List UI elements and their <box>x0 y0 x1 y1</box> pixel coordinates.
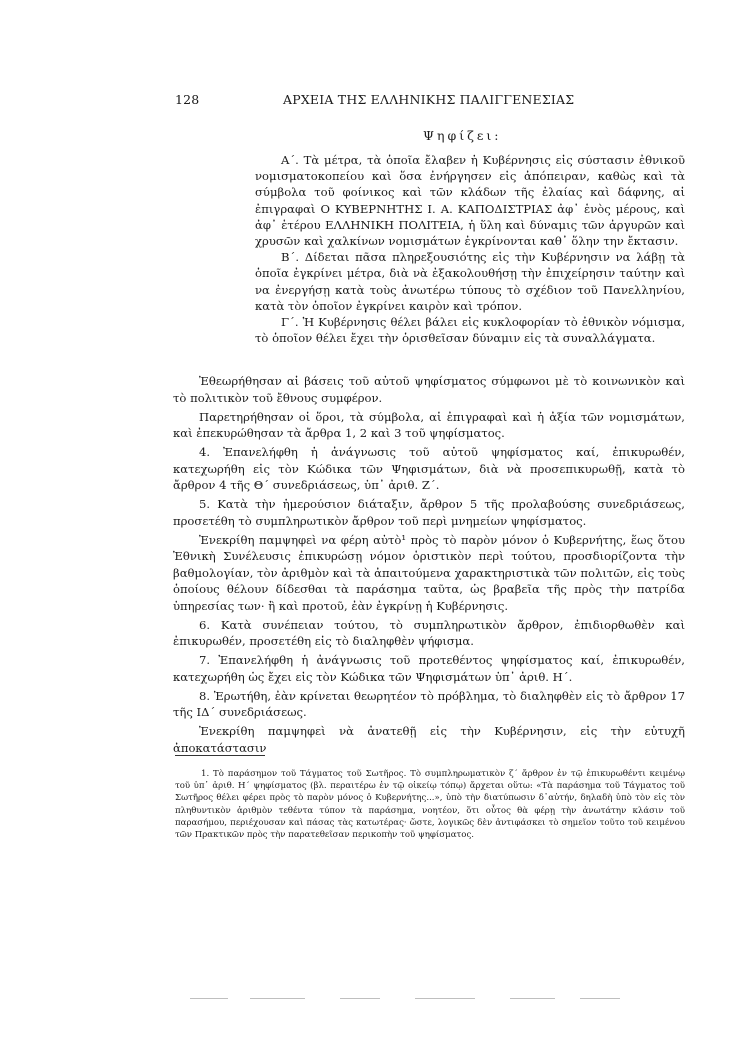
body-paragraph: Ἐθεωρήθησαν αἱ βάσεις τοῦ αὐτοῦ ψηφίσματος σύμφωνοι μὲ τὸ κοινωνικὸν καὶ τὸ πολιτικὸν τοῦ ἔθνους συμφέρον. <box>173 374 685 405</box>
page-number: 128 <box>175 92 200 107</box>
footnote <box>175 768 685 841</box>
decree-articles <box>255 152 685 346</box>
body-paragraph: Ἐνεκρίθη παμψηφεὶ να φέρη αὐτὸ¹ πρὸς τὸ παρὸν μόνον ὁ Κυβερνήτης, ἕως ὅτου Ἐθνικὴ Συνέλευσις ἐπικυρώσῃ νόμον ὁριστικὸν περὶ τούτου, προσδιορίζοντα τὴν βαθμολογίαν, τὸν ἀριθμὸν καὶ τὰ ἀπαιτούμενα χαρακτηριστικὰ τῶν πολιτῶν, εἰς τοὺς ὁποίους θέλουν δίδεσθαι τὰ παράσημα ταῦτα, ὡς βραβεῖα τῆς πρὸς τὴν πατρίδα ὑπηρεσίας των· ἢ καὶ προτοῦ, ἐὰν ἐγκρίνῃ ἡ Κυβέρνησις. <box>173 532 685 613</box>
scan-mark <box>190 998 228 999</box>
scan-mark <box>250 998 305 999</box>
body-paragraph: 4. Ἐπανελήφθη ἡ ἀνάγνωσις τοῦ αὐτοῦ ψηφίσματος καί, ἐπικυρωθέν, κατεχωρήθη εἰς τὸν Κώδικα τῶν Ψηφισμάτων, διὰ νὰ προσεπικυρωθῇ, κατὰ τὸ ἄρθρον 4 τῆς Θ΄ συνεδριάσεως, ὑπ᾽ ἀριθ. Ζ΄. <box>173 445 685 492</box>
scan-mark <box>580 998 620 999</box>
scan-mark <box>510 998 555 999</box>
decree-article-c: Γ΄. Ἡ Κυβέρνησις θέλει βάλει εἰς κυκλοφορίαν τὸ ἐθνικὸν νόμισμα, τὸ ὁποῖον θέλει ἔχει τὴν ὁρισθεῖσαν δύναμιν εἰς τὰ συναλλάγματα. <box>255 315 685 346</box>
body-paragraph: Ἐνεκρίθη παμψηφεὶ νὰ ἀνατεθῇ εἰς τὴν Κυβέρνησιν, εἰς τὴν εὐτυχῆ ἀποκατάστασιν <box>173 724 685 755</box>
scan-mark <box>415 998 475 999</box>
body-paragraph: 7. Ἐπανελήφθη ἡ ἀνάγνωσις τοῦ προτεθέντος ψηφίσματος καί, ἐπικυρωθέν, κατεχωρήθη ὡς ἔχει εἰς τὸν Κώδικα τῶν Ψηφισμάτων ὑπ᾽ ἀριθ. Η΄. <box>173 653 685 684</box>
decree-article-b: Β΄. Δίδεται πᾶσα πληρεξουσιότης εἰς τὴν Κυβέρνησιν να λάβῃ τὰ ὁποῖα ἐγκρίνει μέτρα, διὰ νὰ ἐξακολουθήσῃ τὴν ἐπιχείρησιν ταύτην καὶ να ἐνεργήσῃ κατὰ τοὺς ἀνωτέρω τύπους τὸ σχέδιον τοῦ Πανελληνίου, κατὰ τὸν ὁποῖον ἐγκρίνει καιρὸν καὶ τρόπον. <box>255 250 685 313</box>
scan-mark <box>340 998 380 999</box>
decree-article-a: Α΄. Τὰ μέτρα, τὰ ὁποῖα ἔλαβεν ἡ Κυβέρνησις εἰς σύστασιν ἐθνικοῦ νομισματοκοπείου καὶ ὅσα ἐνήργησεν εἰς ἀπόπειραν, καθὼς καὶ τὰ σύμβολα τοῦ φοίνικος καὶ τῶν κλάδων τῆς ἐλαίας καὶ δάφνης, αἱ ἐπιγραφαὶ Ο ΚΥΒΕΡΝΗΤΗΣ Ι. Α. ΚΑΠΟΔΙΣΤΡΙΑΣ ἀφ᾽ ἑνὸς μέρους, καὶ ἀφ᾽ ἑτέρου ΕΛΛΗΝΙΚΗ ΠΟΛΙΤΕΙΑ, ἡ ὕλη καὶ δύναμις τῶν ἀργυρῶν καὶ χρυσῶν καὶ χαλκίνων νομισμάτων ἐγκρίνονται καθ᾽ ὅλην την ἔκτασιν. <box>255 153 685 249</box>
decree-heading: Ψηφίζει: <box>423 128 502 143</box>
footnote-text: 1. Τὸ παράσημον τοῦ Τάγματος τοῦ Σωτῆρος. Τὸ συμπληρωματικὸν ζ΄ ἄρθρον ἐν τῷ ἐπικυρωθέντι κειμένῳ τοῦ ὑπ᾽ ἀριθ. Η΄ ψηφίσματος (βλ. περαιτέρω ἐν τῷ οἰκείῳ τόπῳ) ἄρχεται οὕτω: «Τὰ παράσημα τοῦ Τάγματος τοῦ Σωτῆρος θέλει φέρει πρὸς τὸ παρὸν μόνος ὁ Κυβερνήτης...», ὑπὸ τὴν διατύπωσιν δ᾽αὐτήν, δηλαδὴ ὑπὸ τὸν εἰς τὸν πληθυντικὸν ἀριθμὸν τεθέντα τύπον τὰ παράσημα, νοητέον, ὅτι οὗτος θὰ φέρῃ τὴν ἀνωτάτην κλάσιν τοῦ παρασήμου, περιέχουσαν καὶ πάσας τὰς κατωτέρας· ὥστε, λογικῶς δὲν ἀντιφάσκει τὸ σημεῖον τοῦτο τοῦ κειμένου τῶν Πρακτικῶν πρὸς τὴν παρατεθεῖσαν περικοπὴν τοῦ ψηφίσματος. <box>175 769 685 841</box>
body-paragraph: 5. Κατὰ τὴν ἡμερούσιον διάταξιν, ἄρθρον 5 τῆς προλαβούσης συνεδριάσεως, προσετέθη τὸ συμπληρωτικὸν ἄρθρον τοῦ περὶ μνημείων ψηφίσματος. <box>173 497 685 528</box>
scan-edge-marks <box>190 998 620 1002</box>
footnote-divider <box>175 755 265 756</box>
minutes-body <box>173 373 685 759</box>
body-paragraph: 8. Ἐρωτήθη, ἐὰν κρίνεται θεωρητέον τὸ πρόβλημα, τὸ διαληφθὲν εἰς τὸ ἄρθρον 17 τῆς ΙΔ΄ συνεδριάσεως. <box>173 688 685 719</box>
body-paragraph: 6. Κατὰ συνέπειαν τούτου, τὸ συμπληρωτικὸν ἄρθρον, ἐπιδιορθωθὲν καὶ ἐπικυρωθέν, προσετέθη εἰς τὸ διαληφθὲν ψήφισμα. <box>173 617 685 648</box>
body-paragraph: Παρετηρήθησαν οἱ ὅροι, τὰ σύμβολα, αἱ ἐπιγραφαὶ καὶ ἡ ἀξία τῶν νομισμάτων, καὶ ἐπεκυρώθησαν τὰ ἄρθρα 1, 2 καὶ 3 τοῦ ψηφίσματος. <box>173 409 685 440</box>
running-title: ΑΡΧΕΙΑ ΤΗΣ ΕΛΛΗΝΙΚΗΣ ΠΑΛΙΓΓΕΝΕΣΙΑΣ <box>283 92 575 107</box>
